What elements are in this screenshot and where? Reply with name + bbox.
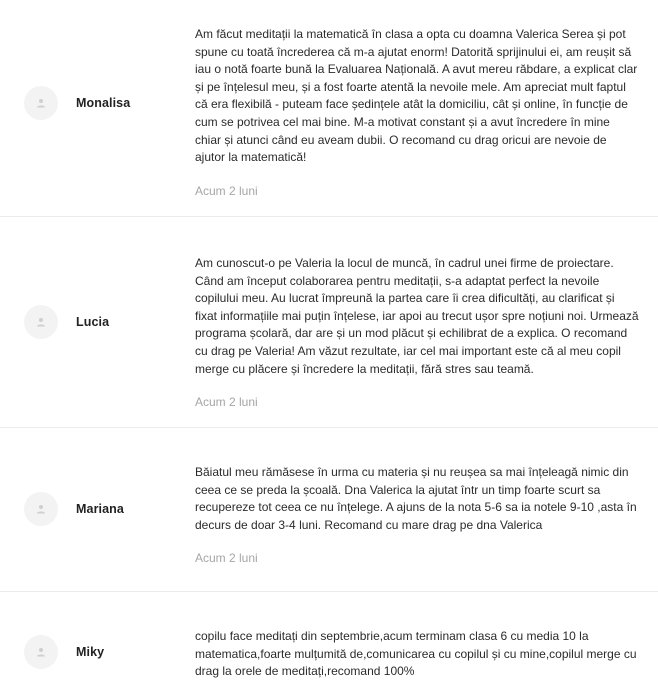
user-icon bbox=[36, 98, 46, 108]
review-content bbox=[195, 628, 639, 681]
review-item bbox=[0, 0, 658, 217]
review-date: Acum 2 luni bbox=[195, 395, 258, 410]
avatar bbox=[24, 635, 58, 669]
review-text: Am făcut meditații la matematică în clasa a opta cu doamna Valerica Serea și pot spune cu toată încrederea că m-a ajutat enorm! Datorită sprijinului ei, am reușit să iau o notă foarte bună la Evaluarea Națională. A avut mereu răbdare, a explicat clar și pe înțelesul meu, și a fost foarte atentă la nevoile mele. Am apreciat mult faptul că era flexibilă - puteam face ședințele atât la domiciliu, cât și online, în funcție de cum se potrivea cel mai bine. M-a motivat constant și a avut încredere în mine chiar și atunci când eu aveam dubii. O recomand cu drag oricui are nevoie de ajutor la matematică! bbox=[195, 27, 638, 165]
avatar bbox=[24, 492, 58, 526]
author-name: Mariana bbox=[76, 502, 124, 516]
user-icon bbox=[36, 504, 46, 514]
author-name: Monalisa bbox=[76, 96, 131, 110]
review-author bbox=[24, 635, 104, 669]
avatar bbox=[24, 305, 58, 339]
user-icon bbox=[36, 317, 46, 327]
review-author bbox=[24, 305, 109, 339]
review-content bbox=[195, 464, 639, 565]
review-date: Acum 2 luni bbox=[195, 183, 258, 198]
review-text: Băiatul meu rămăsese în urma cu materia și nu reușea sa mai înțeleagă nimic din ceea ce se preda la școală. Dna Valerica la ajutat într un timp foarte scurt sa recupereze tot ceea ce nu înțelege. A ajuns de la nota 5-6 sa ia notele 9-10 ,asta în decurs de doar 3-4 luni. Recomand cu mare drag pe dna Valerica bbox=[195, 465, 637, 532]
review-text: Am cunoscut-o pe Valeria la locul de muncă, în cadrul unei firme de proiectare. Când am început colaborarea pentru meditații, s-a adaptat perfect la nevoile copilului meu. Au lucrat împreună la partea care îi crea dificultăți, au clarificat și fixat informațiile mai puțin înțelese, iar apoi au trecut ușor spre noțiuni noi. Urmează programa școlară, dar are și un mod plăcut și echilibrat de a explica. O recomand cu drag pe Valeria! Am văzut rezultate, iar cel mai important este că al meu copil merge cu plăcere și încredere la meditații, fără stres sau teamă. bbox=[195, 256, 639, 376]
author-name: Lucia bbox=[76, 315, 110, 329]
user-icon bbox=[36, 647, 46, 657]
review-item bbox=[0, 592, 658, 700]
review-date: Acum 2 luni bbox=[195, 551, 258, 566]
review-item bbox=[0, 217, 658, 428]
review-text: copilu face meditați din septembrie,acum terminam clasa 6 cu media 10 la matematica,foarte mulțumită de,comunicarea cu copilul și cu mine,copilul merge cu drag la orele de meditați,recomand 100% bbox=[195, 629, 637, 679]
review-item bbox=[0, 428, 658, 592]
author-name: Miky bbox=[76, 645, 105, 659]
review-author bbox=[24, 492, 124, 526]
review-content bbox=[195, 26, 639, 198]
review-content bbox=[195, 255, 639, 409]
avatar bbox=[24, 86, 58, 120]
review-author bbox=[24, 86, 130, 120]
